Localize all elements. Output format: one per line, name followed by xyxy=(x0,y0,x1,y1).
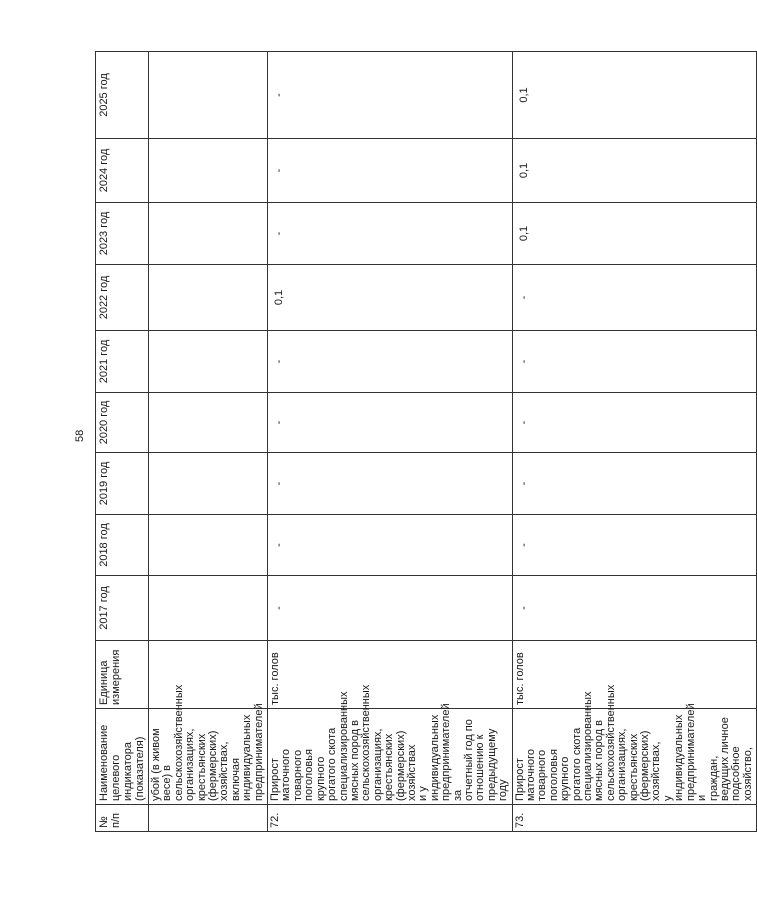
row-num xyxy=(149,805,268,832)
row-value: 0,1 xyxy=(512,203,757,265)
row-value: - xyxy=(512,393,757,453)
row-value: - xyxy=(268,52,513,139)
header-unit: Единица измерения xyxy=(96,641,149,709)
row-value: - xyxy=(512,265,757,331)
indicators-table xyxy=(95,51,757,832)
row-value: - xyxy=(268,515,513,576)
row-value xyxy=(149,139,268,203)
row-value xyxy=(149,265,268,331)
row-value: - xyxy=(268,203,513,265)
row-value: 0,1 xyxy=(512,139,757,203)
row-value: - xyxy=(268,139,513,203)
row-value: - xyxy=(268,331,513,393)
header-year: 2022 год xyxy=(96,265,149,331)
row-value: - xyxy=(512,576,757,641)
header-year: 2025 год xyxy=(96,52,149,139)
row-unit xyxy=(149,641,268,709)
row-value: 0,1 xyxy=(512,52,757,139)
row-value xyxy=(149,331,268,393)
row-value xyxy=(149,52,268,139)
header-year: 2018 год xyxy=(96,515,149,576)
row-value: - xyxy=(268,576,513,641)
page-number: 58 xyxy=(74,429,86,442)
table-row xyxy=(512,52,757,832)
row-value: - xyxy=(268,453,513,515)
header-year: 2024 год xyxy=(96,139,149,203)
row-name: Прирост маточного товарного поголовья крупного рогатого скота специализированных мясных пород в сельскохозяйственных организациях, крестьянских (фермерских) хозяйствах, у индивидуальных предпринимателей и граждан, ведущих личное подсобное хозяйство, xyxy=(512,709,757,805)
row-value xyxy=(149,515,268,576)
table-row xyxy=(149,52,268,832)
row-value: - xyxy=(268,393,513,453)
row-unit: тыс. голов xyxy=(268,641,513,709)
header-year: 2023 год xyxy=(96,203,149,265)
row-value: - xyxy=(512,331,757,393)
row-value: - xyxy=(512,515,757,576)
row-value xyxy=(149,453,268,515)
header-year: 2017 год xyxy=(96,576,149,641)
header-year: 2020 год xyxy=(96,393,149,453)
row-name: Прирост маточного товарного поголовья крупного рогатого скота специализированных мясных пород в сельскохозяйственных организациях, крестьянских (фермерских) хозяйствах и у индивидуальных предпринимателей за отчетный год по отношению к предыдущему году xyxy=(268,709,513,805)
row-value xyxy=(149,393,268,453)
header-year: 2021 год xyxy=(96,331,149,393)
row-name: убой (в живом весе) в сельскохозяйственных организациях, крестьянских (фермерских) хозяйствах, включая индивидуальных предпринимателей xyxy=(149,709,268,805)
header-year: 2019 год xyxy=(96,453,149,515)
header-row xyxy=(96,52,149,832)
row-unit: тыс. голов xyxy=(512,641,757,709)
row-value: - xyxy=(512,453,757,515)
row-num: 72. xyxy=(268,805,513,832)
row-num: 73. xyxy=(512,805,757,832)
header-num: № п/п xyxy=(96,805,149,832)
row-value xyxy=(149,203,268,265)
row-value: 0,1 xyxy=(268,265,513,331)
row-value xyxy=(149,576,268,641)
table-row xyxy=(268,52,513,832)
header-name: Наименование целевого индикатора (показателя) xyxy=(96,709,149,805)
rotated-table-wrapper xyxy=(95,52,754,832)
